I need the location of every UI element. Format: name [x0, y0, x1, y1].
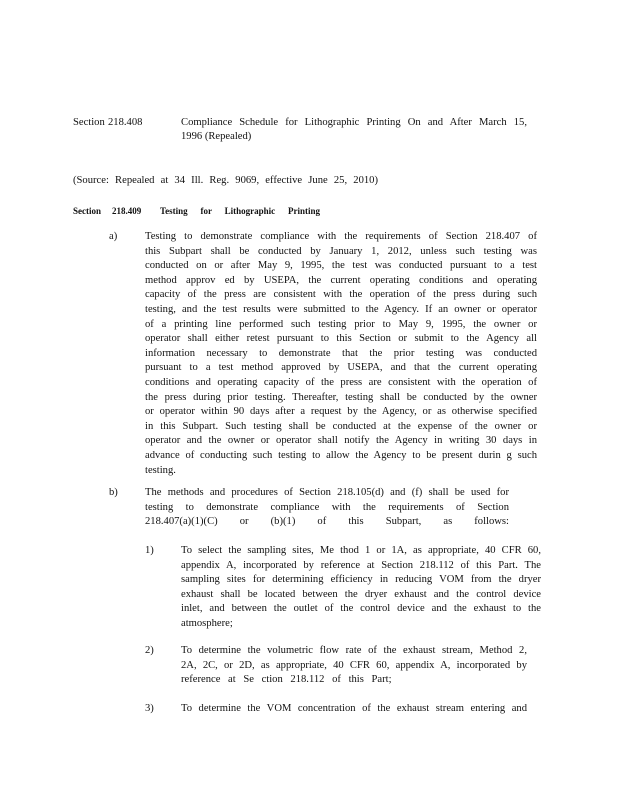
para-a-line: or operator within 90 days after a request by the Agency, or as otherwise specified [145, 406, 537, 418]
para-b-body [145, 486, 509, 530]
para-a-line: the press during prior testing. Thereafter, testing shall be conducted by the owner [145, 391, 537, 403]
section-number: 218.408 [108, 117, 143, 128]
subsection-title: Testing for Lithographic Printing [160, 206, 320, 216]
subsection-label: Section [73, 206, 101, 216]
item-1-line: exhaust shall be located between the dryer exhaust and the control device [181, 588, 541, 600]
item-1-body [181, 544, 541, 632]
para-a-line: conducted on or after May 9, 1995, the test was conducted pursuant to a test [145, 260, 537, 272]
para-b-label: b) [109, 487, 118, 498]
para-b-line: 218.407(a)(1)(C) or (b)(1) of this Subpart, as follows: [145, 516, 509, 528]
item-1-line: sampling sites for determining efficiency in reducing VOM from the dryer [181, 574, 541, 586]
para-b-line: The methods and procedures of Section 218.105(d) and (f) shall be used for [145, 487, 509, 498]
item-2-line: To determine the volumetric flow rate of the exhaust stream, Method 2, [181, 645, 527, 656]
item-3-label: 3) [145, 703, 154, 714]
para-a-line: testing, and the test results were submitted to the Agency. If an owner or operator [145, 303, 537, 315]
para-a-line: this Subpart shall be conducted by January 1, 2012, unless such testing was [145, 245, 537, 257]
para-a-label: a) [109, 231, 118, 242]
para-a-line: method approv ed by USEPA, the current operating conditions and operating [145, 274, 537, 286]
para-a-line: capacity of the press are consistent with the operation of the press during such [145, 289, 537, 301]
item-1-line: appendix A, incorporated by reference at Section 218.112 of this Part. The [181, 559, 541, 571]
para-b-line: testing to demonstrate compliance with the requirements of Section [145, 501, 509, 513]
item-3-body [181, 702, 527, 717]
item-2-body [181, 644, 527, 688]
para-a-line: advance of conducting such testing to allow the Agency to be present durin g such [145, 449, 537, 461]
item-1-line: To select the sampling sites, Me thod 1 or 1A, as appropriate, 40 CFR 60, [181, 545, 541, 556]
para-a-line: in this Subpart. Such testing shall be conducted at the expense of the owner or [145, 420, 537, 432]
source-note: (Source: Repealed at 34 Ill. Reg. 9069, effective June 25, 2010) [73, 175, 378, 186]
item-1-label: 1) [145, 545, 154, 556]
subsection-number: 218.409 [112, 206, 142, 216]
item-1-line: atmosphere; [181, 617, 233, 629]
para-a-line: of a printing line performed such testing prior to May 9, 1995, the owner or [145, 318, 537, 330]
para-a-line: testing. [145, 464, 176, 476]
section-title-line-2: 1996 (Repealed) [181, 131, 252, 142]
para-a-line: pursuant to a test method approved by USEPA, and that the current operating [145, 362, 537, 374]
para-a-line: conditions and operating capacity of the press are consistent with the operation of [145, 376, 537, 388]
item-2-line: reference at Se ction 218.112 of this Part; [181, 674, 392, 686]
section-label: Section [73, 117, 105, 128]
item-1-line: inlet, and between the outlet of the control device and the exhaust to the [181, 603, 541, 615]
para-a-line: operator and the owner or operator shall notify the Agency in writing 30 days in [145, 435, 537, 447]
para-a-line: information necessary to demonstrate that the prior testing was conducted [145, 347, 537, 359]
para-a-line: Testing to demonstrate compliance with the requirements of Section 218.407 of [145, 231, 537, 242]
para-a-body [145, 230, 537, 478]
section-title-line-1: Compliance Schedule for Lithographic Printing On and After March 15, [181, 117, 527, 128]
item-3-line: To determine the VOM concentration of the exhaust stream entering and [181, 703, 527, 714]
para-a-line: operator shall either retest pursuant to this Section or submit to the Agency all [145, 333, 537, 345]
item-2-line: 2A, 2C, or 2D, as appropriate, 40 CFR 60, appendix A, incorporated by [181, 659, 527, 671]
item-2-label: 2) [145, 645, 154, 656]
